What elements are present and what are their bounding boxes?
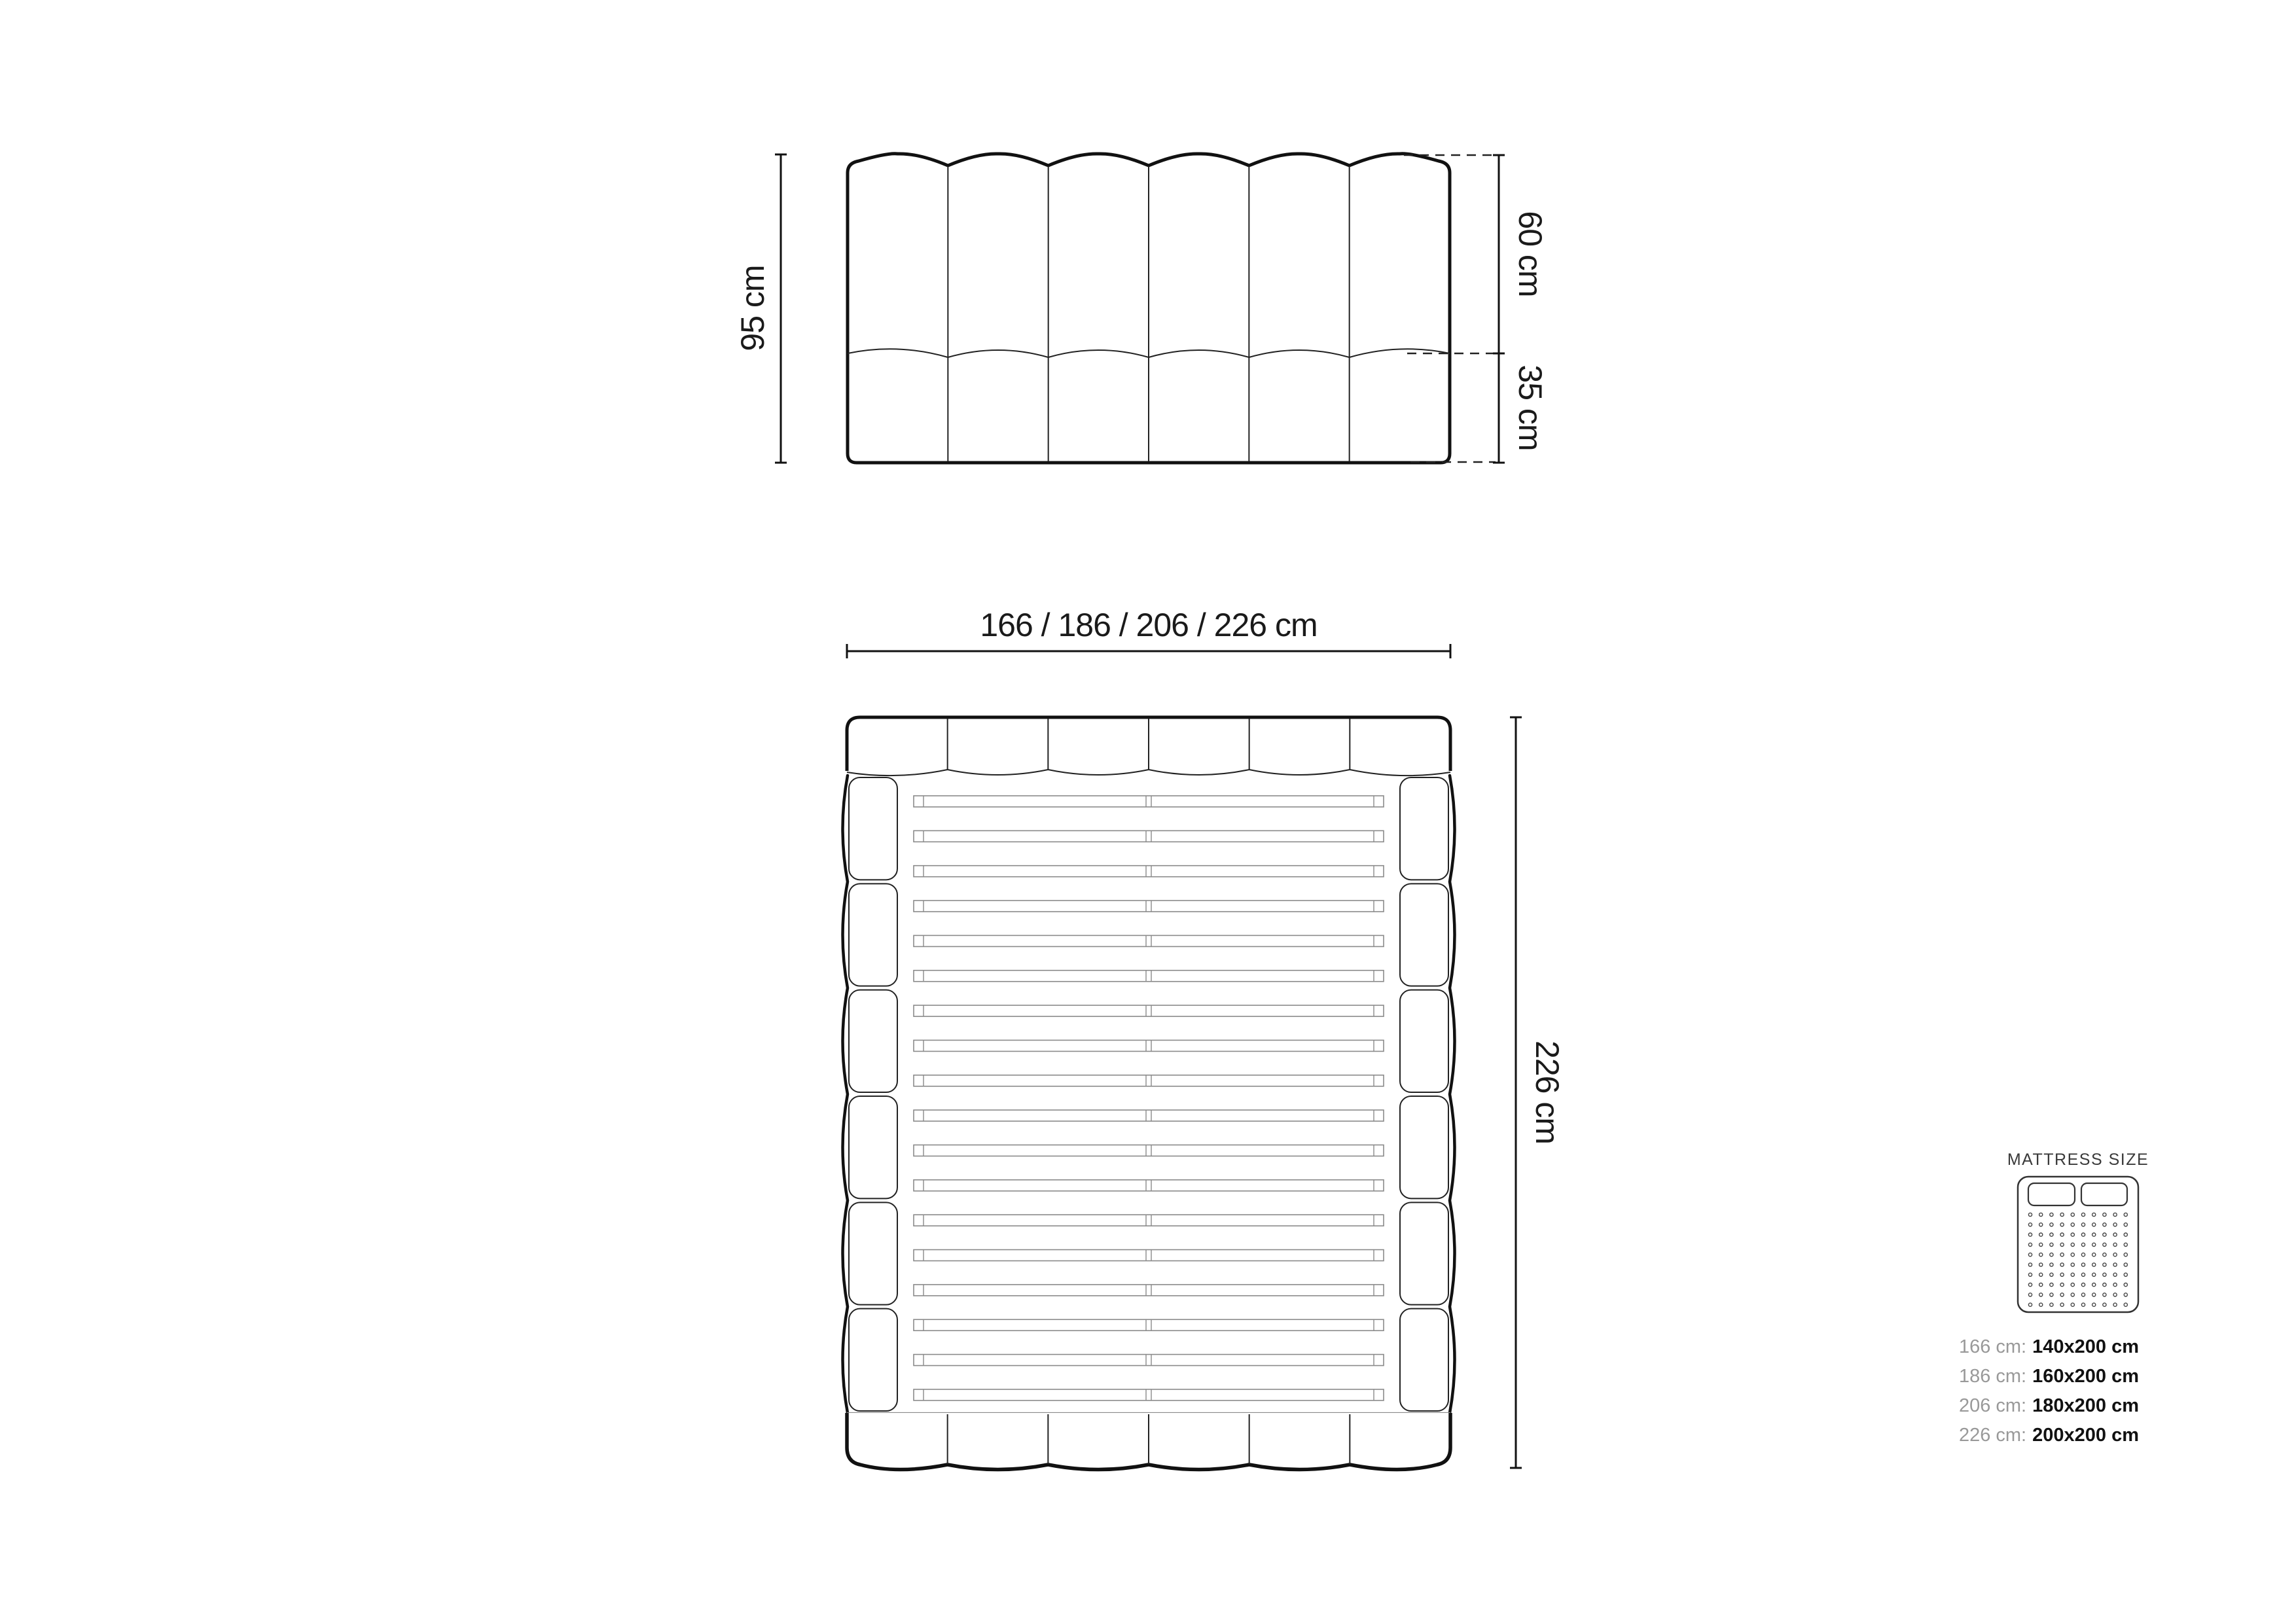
- slat: [914, 1250, 1384, 1261]
- legend-row-4: [1959, 1425, 2139, 1446]
- length-dimension-line: [1510, 717, 1522, 1468]
- side-cushion: [1400, 1096, 1448, 1198]
- slat: [914, 830, 1384, 842]
- mattress-icon-pillow-left: [2028, 1183, 2075, 1205]
- slat: [914, 935, 1384, 946]
- legend-row-4-value: 200x200 cm: [2032, 1425, 2139, 1446]
- legend-row-2: [1959, 1366, 2139, 1387]
- side-cushion: [1400, 1309, 1448, 1411]
- legend-row-2-value: 160x200 cm: [2032, 1366, 2139, 1387]
- mattress-icon-pillow-right: [2081, 1183, 2127, 1205]
- slat: [914, 1389, 1384, 1400]
- legend-title: MATTRESS SIZE: [2007, 1150, 2149, 1169]
- length-label: 226 cm: [1529, 1041, 1566, 1144]
- slat: [914, 901, 1384, 912]
- mattress-icon: [2018, 1177, 2138, 1312]
- left-rail-outer-contour: [843, 776, 848, 1413]
- headboard-height-label: 60 cm: [1512, 211, 1549, 297]
- side-cushion: [849, 1202, 897, 1304]
- mattress-size-legend: [1959, 1150, 2149, 1446]
- total-height-label: 95 cm: [734, 265, 771, 351]
- legend-row-3: [1959, 1395, 2139, 1416]
- width-dimension-line: [847, 644, 1450, 658]
- slat: [914, 1075, 1384, 1086]
- side-cushion: [1400, 883, 1448, 986]
- slat: [914, 866, 1384, 877]
- split-height-dimension-line: [1493, 155, 1505, 463]
- slat: [914, 1110, 1384, 1121]
- left-rail-cushions: [849, 777, 897, 1411]
- slat: [914, 1040, 1384, 1051]
- legend-row-4-size: 226 cm:: [1958, 1425, 2027, 1446]
- side-cushion: [849, 883, 897, 986]
- side-cushion: [1400, 990, 1448, 1092]
- legend-row-1: [1959, 1336, 2139, 1357]
- right-rail-outer-contour: [1450, 776, 1455, 1413]
- base-height-label: 35 cm: [1512, 365, 1549, 451]
- total-height-dimension-line: [775, 154, 787, 463]
- side-cushion: [1400, 777, 1448, 880]
- side-cushion: [849, 777, 897, 880]
- slat: [914, 971, 1384, 982]
- bed-top-view: [843, 717, 1455, 1470]
- legend-row-1-value: 140x200 cm: [2032, 1336, 2139, 1357]
- side-cushion: [1400, 1202, 1448, 1304]
- legend-row-2-size: 186 cm:: [1958, 1366, 2027, 1387]
- side-cushion: [849, 990, 897, 1092]
- slat: [914, 1319, 1384, 1330]
- legend-row-1-size: 166 cm:: [1958, 1336, 2027, 1357]
- slat: [914, 1005, 1384, 1016]
- right-rail-cushions: [1400, 777, 1448, 1411]
- side-cushion: [849, 1096, 897, 1198]
- width-label: 166 / 186 / 206 / 226 cm: [980, 607, 1318, 643]
- legend-row-3-value: 180x200 cm: [2032, 1395, 2139, 1416]
- legend-row-3-size: 206 cm:: [1958, 1395, 2027, 1416]
- headboard-front-view: [848, 154, 1450, 463]
- slat: [914, 1355, 1384, 1366]
- slat: [914, 796, 1384, 807]
- slat: [914, 1145, 1384, 1156]
- slat: [914, 1180, 1384, 1191]
- side-cushion: [849, 1309, 897, 1411]
- legend-row: [1959, 1336, 2139, 1446]
- slat: [914, 1215, 1384, 1226]
- slat: [914, 1285, 1384, 1296]
- slat-base: [914, 796, 1384, 1400]
